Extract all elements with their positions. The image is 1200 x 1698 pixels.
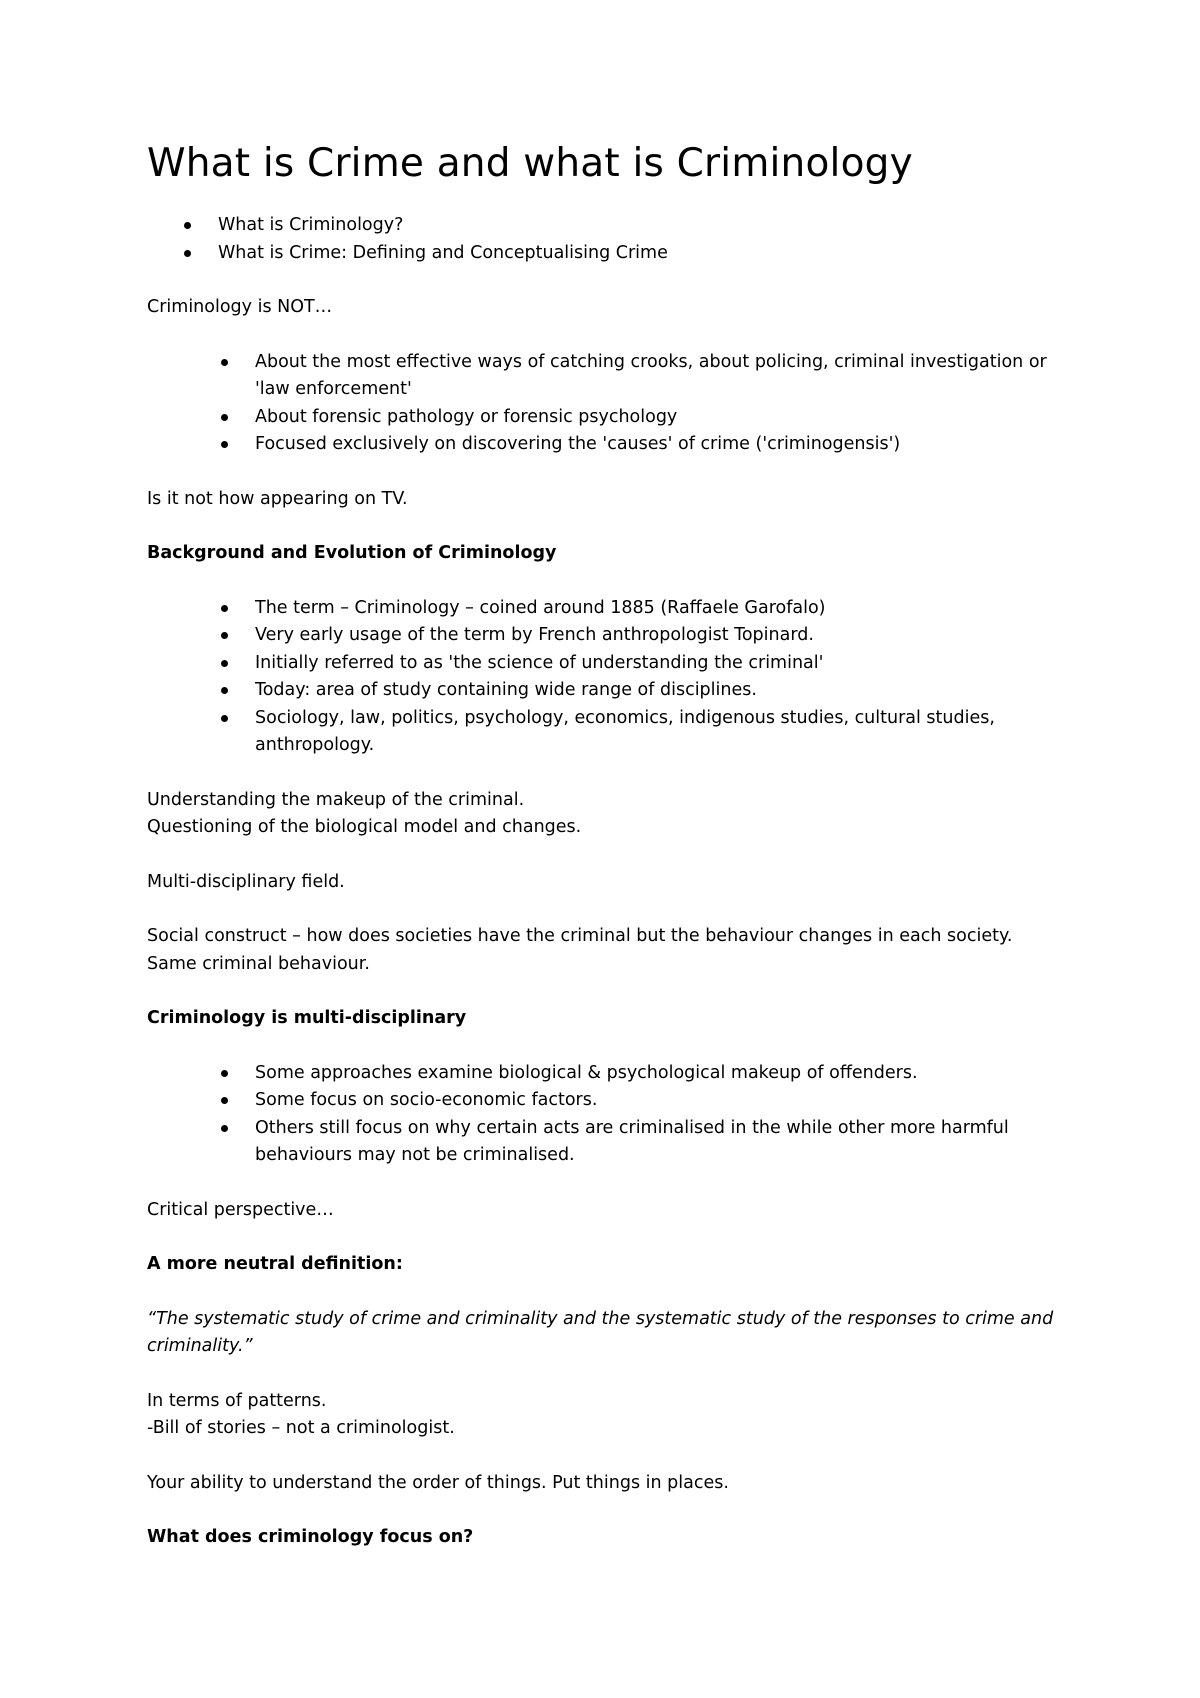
patterns-line: -Bill of stories – not a criminologist. [147,1418,455,1438]
background-list [147,595,1067,760]
list-item: What is Crime: Defining and Conceptualising Crime [218,240,1067,268]
multi-list [147,1060,1067,1170]
multi-line: Multi-disciplinary field. [147,871,345,892]
list-item: Some approaches examine biological & psychological makeup of offenders. [255,1060,1067,1088]
neutral-definition-quote: “The systematic study of crime and criminality and the systematic study of the responses to crime and criminality.” [147,1308,1054,1356]
multi-disciplinary-heading: Criminology is multi-disciplinary [147,1008,467,1028]
not-list [147,349,1067,459]
focus-heading: What does criminology focus on? [147,1527,474,1547]
list-item: The term – Criminology – coined around 1885 (Raffaele Garofalo) [255,595,1067,623]
list-item: Very early usage of the term by French anthropologist Topinard. [255,622,1067,650]
tv-line: Is it not how appearing on TV. [147,488,408,509]
neutral-definition-heading: A more neutral definition: [147,1254,403,1274]
not-heading: Criminology is NOT… [147,297,333,317]
social-construct-paragraph: Social construct – how does societies have the criminal but the behaviour changes in each society. Same criminal behaviour. [147,926,1013,974]
makeup-line: Questioning of the biological model and changes. [147,817,582,837]
order-line: Your ability to understand the order of things. Put things in places. [147,1472,729,1493]
list-item: Today: area of study containing wide range of disciplines. [255,677,1067,705]
list-item: About forensic pathology or forensic psychology [255,404,1067,432]
list-item: About the most effective ways of catching crooks, about policing, criminal investigation or 'law enforcement' [255,349,1067,404]
intro-list [147,212,1067,267]
list-item: Sociology, law, politics, psychology, economics, indigenous studies, cultural studies, anthropology. [255,705,1067,760]
list-item: Initially referred to as 'the science of understanding the criminal' [255,650,1067,678]
list-item: Some focus on socio-economic factors. [255,1087,1067,1115]
makeup-line: Understanding the makeup of the criminal. [147,789,525,810]
list-item: What is Criminology? [218,212,1067,240]
document-title: What is Crime and what is Criminology [147,141,913,186]
list-item: Others still focus on why certain acts are criminalised in the while other more harmful behaviours may not be criminalised. [255,1115,1067,1170]
background-heading: Background and Evolution of Criminology [147,543,557,563]
document-page [147,140,1067,1552]
list-item: Focused exclusively on discovering the 'causes' of crime ('criminogensis') [255,431,1067,459]
patterns-line: In terms of patterns. [147,1390,327,1411]
critical-line: Critical perspective… [147,1199,334,1220]
